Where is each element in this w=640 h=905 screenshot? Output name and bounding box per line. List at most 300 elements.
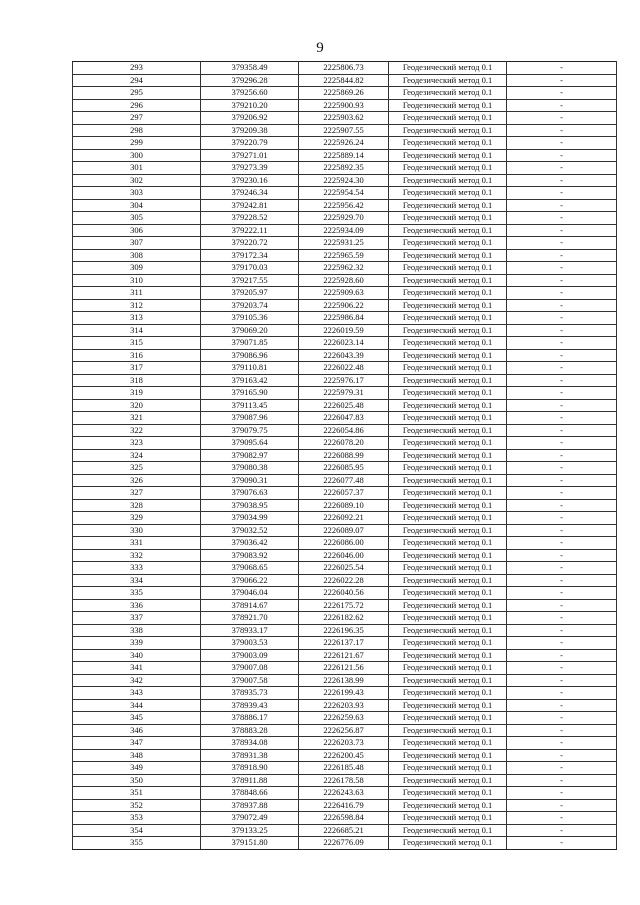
x-coordinate-cell: 379209.38 (201, 124, 299, 137)
table-row (73, 274, 617, 287)
description-cell: - (507, 462, 617, 475)
method-cell (389, 212, 507, 225)
table-row (73, 224, 617, 237)
description-cell: - (507, 537, 617, 550)
description-cell: - (507, 624, 617, 637)
method-precision: 0.1 (481, 662, 493, 673)
table-row (73, 374, 617, 387)
x-coordinate-cell: 379003.53 (201, 637, 299, 650)
y-coordinate-cell: 2226256.87 (299, 724, 389, 737)
point-number-cell: 316 (73, 349, 201, 362)
method-precision: 0.1 (481, 749, 493, 760)
method-name: Геодезический метод (402, 399, 480, 410)
method-name: Геодезический метод (402, 587, 480, 598)
method-precision: 0.1 (481, 824, 493, 835)
table-row (73, 774, 617, 787)
point-number-cell: 312 (73, 299, 201, 312)
point-number-cell: 308 (73, 249, 201, 262)
description-cell: - (507, 687, 617, 700)
method-name: Геодезический метод (402, 87, 480, 98)
x-coordinate-cell: 378937.88 (201, 799, 299, 812)
method-name: Геодезический метод (402, 699, 480, 710)
point-number-cell: 340 (73, 649, 201, 662)
method-cell (389, 349, 507, 362)
method-precision: 0.1 (481, 637, 493, 648)
table-row (73, 524, 617, 537)
method-name: Геодезический метод (402, 337, 480, 348)
method-name: Геодезический метод (402, 174, 480, 185)
table-row (73, 149, 617, 162)
method-precision: 0.1 (481, 412, 493, 423)
x-coordinate-cell: 379220.72 (201, 237, 299, 250)
point-number-cell: 302 (73, 174, 201, 187)
method-name: Геодезический метод (402, 512, 480, 523)
method-precision: 0.1 (481, 837, 493, 848)
x-coordinate-cell: 379036.42 (201, 537, 299, 550)
method-cell (389, 437, 507, 450)
method-cell (389, 674, 507, 687)
y-coordinate-cell: 2225954.54 (299, 187, 389, 200)
method-name: Геодезический метод (402, 99, 480, 110)
y-coordinate-cell: 2226182.62 (299, 612, 389, 625)
method-precision: 0.1 (481, 212, 493, 223)
y-coordinate-cell: 2226086.00 (299, 537, 389, 550)
x-coordinate-cell: 379246.34 (201, 187, 299, 200)
coordinates-table (72, 61, 617, 850)
table-row (73, 349, 617, 362)
table-row (73, 512, 617, 525)
method-name: Геодезический метод (402, 499, 480, 510)
y-coordinate-cell: 2226259.63 (299, 712, 389, 725)
method-name: Геодезический метод (402, 437, 480, 448)
x-coordinate-cell: 379163.42 (201, 374, 299, 387)
method-name: Геодезический метод (402, 149, 480, 160)
y-coordinate-cell: 2225926.24 (299, 137, 389, 150)
description-cell: - (507, 237, 617, 250)
method-name: Геодезический метод (402, 299, 480, 310)
method-name: Геодезический метод (402, 312, 480, 323)
method-name: Геодезический метод (402, 362, 480, 373)
description-cell: - (507, 637, 617, 650)
method-name: Геодезический метод (402, 224, 480, 235)
point-number-cell: 348 (73, 749, 201, 762)
y-coordinate-cell: 2226022.28 (299, 574, 389, 587)
method-cell (389, 149, 507, 162)
table-row (73, 587, 617, 600)
table-row (73, 99, 617, 112)
table-row (73, 187, 617, 200)
method-precision: 0.1 (481, 274, 493, 285)
description-cell: - (507, 87, 617, 100)
method-cell (389, 612, 507, 625)
method-precision: 0.1 (481, 312, 493, 323)
method-cell (389, 599, 507, 612)
method-precision: 0.1 (481, 512, 493, 523)
point-number-cell: 353 (73, 812, 201, 825)
y-coordinate-cell: 2226046.00 (299, 549, 389, 562)
method-precision: 0.1 (481, 337, 493, 348)
x-coordinate-cell: 378848.66 (201, 787, 299, 800)
method-precision: 0.1 (481, 812, 493, 823)
method-precision: 0.1 (481, 474, 493, 485)
description-cell: - (507, 499, 617, 512)
description-cell: - (507, 824, 617, 837)
description-cell: - (507, 724, 617, 737)
description-cell: - (507, 699, 617, 712)
x-coordinate-cell: 378921.70 (201, 612, 299, 625)
method-cell (389, 374, 507, 387)
method-name: Геодезический метод (402, 799, 480, 810)
y-coordinate-cell: 2226685.21 (299, 824, 389, 837)
method-cell (389, 587, 507, 600)
method-cell (389, 462, 507, 475)
point-number-cell: 299 (73, 137, 201, 150)
method-name: Геодезический метод (402, 574, 480, 585)
description-cell: - (507, 362, 617, 375)
method-name: Геодезический метод (402, 274, 480, 285)
point-number-cell: 296 (73, 99, 201, 112)
x-coordinate-cell: 379068.65 (201, 562, 299, 575)
table-row (73, 87, 617, 100)
table-row (73, 649, 617, 662)
method-cell (389, 112, 507, 125)
y-coordinate-cell: 2226175.72 (299, 599, 389, 612)
description-cell: - (507, 249, 617, 262)
y-coordinate-cell: 2225907.55 (299, 124, 389, 137)
coordinates-table-body (73, 62, 617, 850)
x-coordinate-cell: 379007.08 (201, 662, 299, 675)
point-number-cell: 324 (73, 449, 201, 462)
description-cell: - (507, 524, 617, 537)
x-coordinate-cell: 379222.11 (201, 224, 299, 237)
method-precision: 0.1 (481, 462, 493, 473)
method-precision: 0.1 (481, 162, 493, 173)
x-coordinate-cell: 379080.38 (201, 462, 299, 475)
point-number-cell: 350 (73, 774, 201, 787)
method-precision: 0.1 (481, 99, 493, 110)
description-cell: - (507, 162, 617, 175)
description-cell: - (507, 99, 617, 112)
x-coordinate-cell: 378935.73 (201, 687, 299, 700)
method-name: Геодезический метод (402, 187, 480, 198)
point-number-cell: 337 (73, 612, 201, 625)
table-row (73, 137, 617, 150)
description-cell: - (507, 374, 617, 387)
table-row (73, 787, 617, 800)
method-cell (389, 649, 507, 662)
description-cell: - (507, 387, 617, 400)
point-number-cell: 303 (73, 187, 201, 200)
x-coordinate-cell: 379133.25 (201, 824, 299, 837)
method-precision: 0.1 (481, 424, 493, 435)
method-cell (389, 449, 507, 462)
y-coordinate-cell: 2226023.14 (299, 337, 389, 350)
method-precision: 0.1 (481, 137, 493, 148)
table-row (73, 712, 617, 725)
table-row (73, 437, 617, 450)
x-coordinate-cell: 378886.17 (201, 712, 299, 725)
description-cell: - (507, 349, 617, 362)
y-coordinate-cell: 2226043.39 (299, 349, 389, 362)
point-number-cell: 305 (73, 212, 201, 225)
x-coordinate-cell: 378911.88 (201, 774, 299, 787)
point-number-cell: 304 (73, 199, 201, 212)
x-coordinate-cell: 378931.38 (201, 749, 299, 762)
x-coordinate-cell: 378918.90 (201, 762, 299, 775)
method-name: Геодезический метод (402, 762, 480, 773)
method-name: Геодезический метод (402, 474, 480, 485)
table-row (73, 337, 617, 350)
method-precision: 0.1 (481, 224, 493, 235)
description-cell: - (507, 187, 617, 200)
point-number-cell: 330 (73, 524, 201, 537)
x-coordinate-cell: 379046.04 (201, 587, 299, 600)
method-precision: 0.1 (481, 112, 493, 123)
x-coordinate-cell: 379090.31 (201, 474, 299, 487)
table-row (73, 112, 617, 125)
y-coordinate-cell: 2226203.73 (299, 737, 389, 750)
point-number-cell: 295 (73, 87, 201, 100)
description-cell: - (507, 474, 617, 487)
y-coordinate-cell: 2226025.48 (299, 399, 389, 412)
table-row (73, 199, 617, 212)
description-cell: - (507, 599, 617, 612)
description-cell: - (507, 112, 617, 125)
method-cell (389, 324, 507, 337)
description-cell: - (507, 124, 617, 137)
table-row (73, 412, 617, 425)
description-cell: - (507, 737, 617, 750)
description-cell: - (507, 549, 617, 562)
table-row (73, 399, 617, 412)
table-row (73, 162, 617, 175)
description-cell: - (507, 337, 617, 350)
table-row (73, 474, 617, 487)
x-coordinate-cell: 379296.28 (201, 74, 299, 87)
description-cell: - (507, 62, 617, 75)
y-coordinate-cell: 2225931.25 (299, 237, 389, 250)
point-number-cell: 310 (73, 274, 201, 287)
y-coordinate-cell: 2225892.35 (299, 162, 389, 175)
table-row (73, 324, 617, 337)
point-number-cell: 327 (73, 487, 201, 500)
method-name: Геодезический метод (402, 662, 480, 673)
method-name: Геодезический метод (402, 637, 480, 648)
description-cell: - (507, 74, 617, 87)
point-number-cell: 300 (73, 149, 201, 162)
x-coordinate-cell: 379082.97 (201, 449, 299, 462)
method-name: Геодезический метод (402, 749, 480, 760)
method-precision: 0.1 (481, 262, 493, 273)
y-coordinate-cell: 2226047.83 (299, 412, 389, 425)
y-coordinate-cell: 2226185.48 (299, 762, 389, 775)
method-precision: 0.1 (481, 549, 493, 560)
x-coordinate-cell: 379072.49 (201, 812, 299, 825)
method-name: Геодезический метод (402, 374, 480, 385)
table-row (73, 562, 617, 575)
table-row (73, 487, 617, 500)
description-cell: - (507, 812, 617, 825)
method-cell (389, 662, 507, 675)
point-number-cell: 313 (73, 312, 201, 325)
method-cell (389, 637, 507, 650)
y-coordinate-cell: 2226416.79 (299, 799, 389, 812)
point-number-cell: 320 (73, 399, 201, 412)
method-name: Геодезический метод (402, 562, 480, 573)
y-coordinate-cell: 2226200.45 (299, 749, 389, 762)
table-row (73, 724, 617, 737)
table-row (73, 599, 617, 612)
description-cell: - (507, 287, 617, 300)
method-precision: 0.1 (481, 87, 493, 98)
point-number-cell: 334 (73, 574, 201, 587)
description-cell: - (507, 662, 617, 675)
point-number-cell: 335 (73, 587, 201, 600)
method-precision: 0.1 (481, 799, 493, 810)
description-cell: - (507, 137, 617, 150)
y-coordinate-cell: 2225924.30 (299, 174, 389, 187)
table-row (73, 812, 617, 825)
table-row (73, 387, 617, 400)
table-row (73, 124, 617, 137)
y-coordinate-cell: 2226088.99 (299, 449, 389, 462)
table-row (73, 549, 617, 562)
point-number-cell: 339 (73, 637, 201, 650)
point-number-cell: 297 (73, 112, 201, 125)
method-cell (389, 262, 507, 275)
method-precision: 0.1 (481, 649, 493, 660)
method-precision: 0.1 (481, 149, 493, 160)
description-cell: - (507, 587, 617, 600)
method-precision: 0.1 (481, 699, 493, 710)
method-cell (389, 87, 507, 100)
y-coordinate-cell: 2226089.07 (299, 524, 389, 537)
method-precision: 0.1 (481, 124, 493, 135)
method-precision: 0.1 (481, 399, 493, 410)
y-coordinate-cell: 2226203.93 (299, 699, 389, 712)
method-cell (389, 162, 507, 175)
method-name: Геодезический метод (402, 837, 480, 848)
method-precision: 0.1 (481, 687, 493, 698)
point-number-cell: 331 (73, 537, 201, 550)
y-coordinate-cell: 2226199.43 (299, 687, 389, 700)
method-precision: 0.1 (481, 774, 493, 785)
method-cell (389, 762, 507, 775)
method-precision: 0.1 (481, 499, 493, 510)
method-cell (389, 287, 507, 300)
method-name: Геодезический метод (402, 387, 480, 398)
point-number-cell: 342 (73, 674, 201, 687)
description-cell: - (507, 437, 617, 450)
description-cell: - (507, 612, 617, 625)
table-row (73, 799, 617, 812)
point-number-cell: 351 (73, 787, 201, 800)
method-cell (389, 499, 507, 512)
method-cell (389, 724, 507, 737)
x-coordinate-cell: 378939.43 (201, 699, 299, 712)
x-coordinate-cell: 379079.75 (201, 424, 299, 437)
x-coordinate-cell: 379003.09 (201, 649, 299, 662)
description-cell: - (507, 199, 617, 212)
y-coordinate-cell: 2226022.48 (299, 362, 389, 375)
method-name: Геодезический метод (402, 737, 480, 748)
method-name: Геодезический метод (402, 724, 480, 735)
table-row (73, 62, 617, 75)
x-coordinate-cell: 379210.20 (201, 99, 299, 112)
y-coordinate-cell: 2226057.37 (299, 487, 389, 500)
method-cell (389, 837, 507, 850)
method-cell (389, 137, 507, 150)
x-coordinate-cell: 379165.90 (201, 387, 299, 400)
point-number-cell: 346 (73, 724, 201, 737)
y-coordinate-cell: 2225965.59 (299, 249, 389, 262)
table-row (73, 174, 617, 187)
method-cell (389, 412, 507, 425)
y-coordinate-cell: 2226138.99 (299, 674, 389, 687)
point-number-cell: 311 (73, 287, 201, 300)
y-coordinate-cell: 2225929.70 (299, 212, 389, 225)
y-coordinate-cell: 2225806.73 (299, 62, 389, 75)
description-cell: - (507, 449, 617, 462)
description-cell: - (507, 774, 617, 787)
method-precision: 0.1 (481, 737, 493, 748)
point-number-cell: 314 (73, 324, 201, 337)
x-coordinate-cell: 379203.74 (201, 299, 299, 312)
page-number: 9 (316, 40, 324, 56)
method-cell (389, 737, 507, 750)
point-number-cell: 345 (73, 712, 201, 725)
table-row (73, 699, 617, 712)
method-name: Геодезический метод (402, 162, 480, 173)
y-coordinate-cell: 2226078.20 (299, 437, 389, 450)
x-coordinate-cell: 379220.79 (201, 137, 299, 150)
method-name: Геодезический метод (402, 599, 480, 610)
point-number-cell: 341 (73, 662, 201, 675)
point-number-cell: 323 (73, 437, 201, 450)
method-name: Геодезический метод (402, 212, 480, 223)
point-number-cell: 317 (73, 362, 201, 375)
method-cell (389, 774, 507, 787)
method-cell (389, 712, 507, 725)
method-precision: 0.1 (481, 374, 493, 385)
x-coordinate-cell: 379217.55 (201, 274, 299, 287)
x-coordinate-cell: 378883.28 (201, 724, 299, 737)
method-name: Геодезический метод (402, 612, 480, 623)
method-precision: 0.1 (481, 249, 493, 260)
description-cell: - (507, 224, 617, 237)
x-coordinate-cell: 379172.34 (201, 249, 299, 262)
table-row (73, 362, 617, 375)
point-number-cell: 333 (73, 562, 201, 575)
x-coordinate-cell: 379034.99 (201, 512, 299, 525)
method-name: Геодезический метод (402, 449, 480, 460)
method-cell (389, 799, 507, 812)
x-coordinate-cell: 379151.80 (201, 837, 299, 850)
method-cell (389, 362, 507, 375)
method-name: Геодезический метод (402, 649, 480, 660)
y-coordinate-cell: 2225928.60 (299, 274, 389, 287)
x-coordinate-cell: 379095.64 (201, 437, 299, 450)
x-coordinate-cell: 379256.60 (201, 87, 299, 100)
point-number-cell: 294 (73, 74, 201, 87)
method-precision: 0.1 (481, 599, 493, 610)
method-precision: 0.1 (481, 574, 493, 585)
description-cell: - (507, 512, 617, 525)
method-name: Геодезический метод (402, 124, 480, 135)
x-coordinate-cell: 379205.97 (201, 287, 299, 300)
point-number-cell: 355 (73, 837, 201, 850)
method-cell (389, 299, 507, 312)
